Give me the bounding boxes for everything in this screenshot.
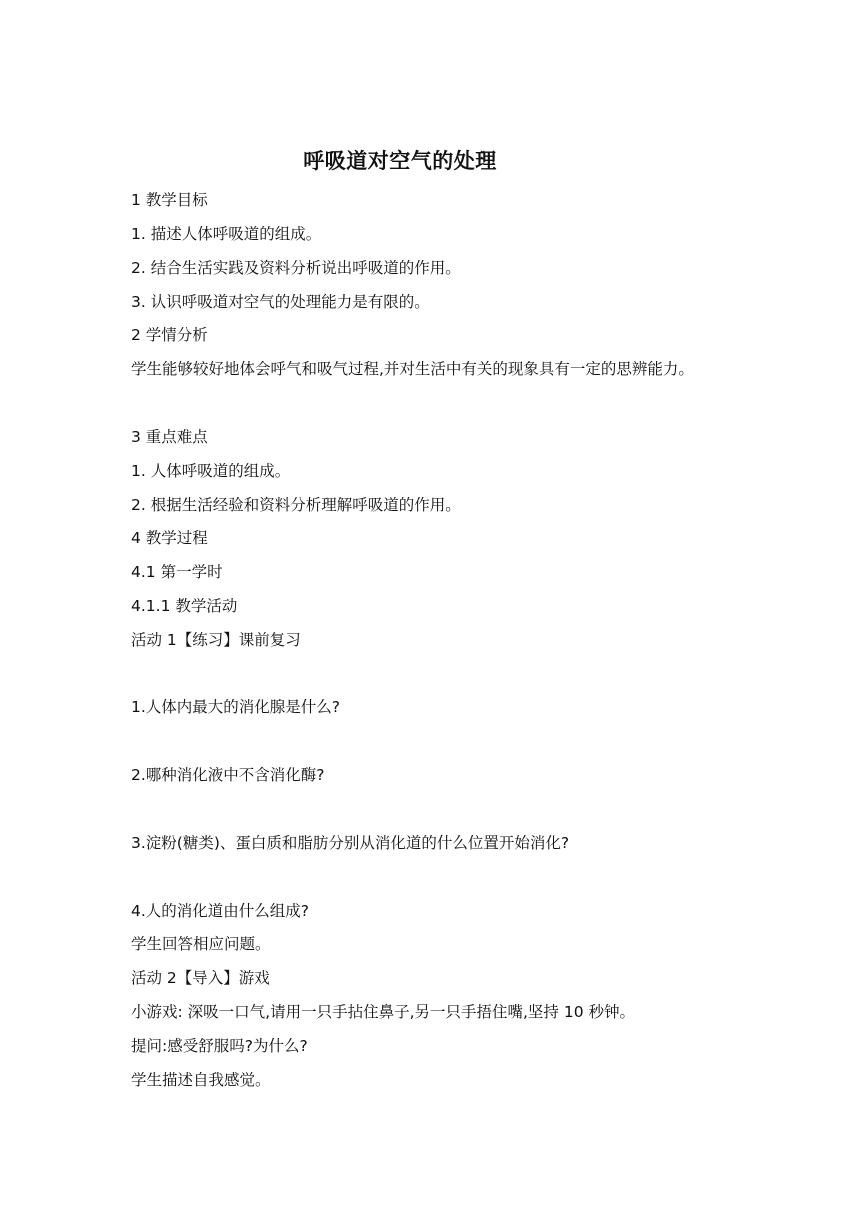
student-response-2: 学生描述自我感觉。 <box>131 1071 271 1089</box>
review-question-4: 4.人的消化道由什么组成? <box>131 902 310 920</box>
document-title: 呼吸道对空气的处理 <box>303 149 497 173</box>
game-instruction: 小游戏: 深吸一口气,请用一只手拈住鼻子,另一只手捂住嘴,坚持 10 秒钟。 <box>131 1003 636 1021</box>
objective-item-3: 3. 认识呼吸道对空气的处理能力是有限的。 <box>131 293 430 311</box>
activity-heading-2: 活动 2【导入】游戏 <box>131 969 270 987</box>
review-question-1: 1.人体内最大的消化腺是什么? <box>131 698 341 716</box>
teacher-question: 提问:感受舒服吗?为什么? <box>131 1037 308 1055</box>
objective-item-1: 1. 描述人体呼吸道的组成。 <box>131 225 322 243</box>
key-point-item-1: 1. 人体呼吸道的组成。 <box>131 462 291 480</box>
section-heading-process: 4 教学过程 <box>131 529 208 547</box>
objective-item-2: 2. 结合生活实践及资料分析说出呼吸道的作用。 <box>131 259 461 277</box>
review-question-2: 2.哪种消化液中不含消化酶? <box>131 766 325 784</box>
analysis-paragraph: 学生能够较好地体会呼气和吸气过程,并对生活中有关的现象具有一定的思辨能力。 <box>131 360 694 378</box>
section-heading-objectives: 1 教学目标 <box>131 191 208 209</box>
subsection-heading-period-1: 4.1 第一学时 <box>131 563 223 581</box>
subsection-heading-activities: 4.1.1 教学活动 <box>131 597 238 615</box>
section-heading-analysis: 2 学情分析 <box>131 326 208 344</box>
section-heading-key-points: 3 重点难点 <box>131 428 208 446</box>
key-point-item-2: 2. 根据生活经验和资料分析理解呼吸道的作用。 <box>131 496 461 514</box>
review-question-3: 3.淀粉(糖类)、蛋白质和脂肪分别从消化道的什么位置开始消化? <box>131 834 570 852</box>
student-response-1: 学生回答相应问题。 <box>131 935 271 953</box>
activity-heading-1: 活动 1【练习】课前复习 <box>131 631 301 649</box>
